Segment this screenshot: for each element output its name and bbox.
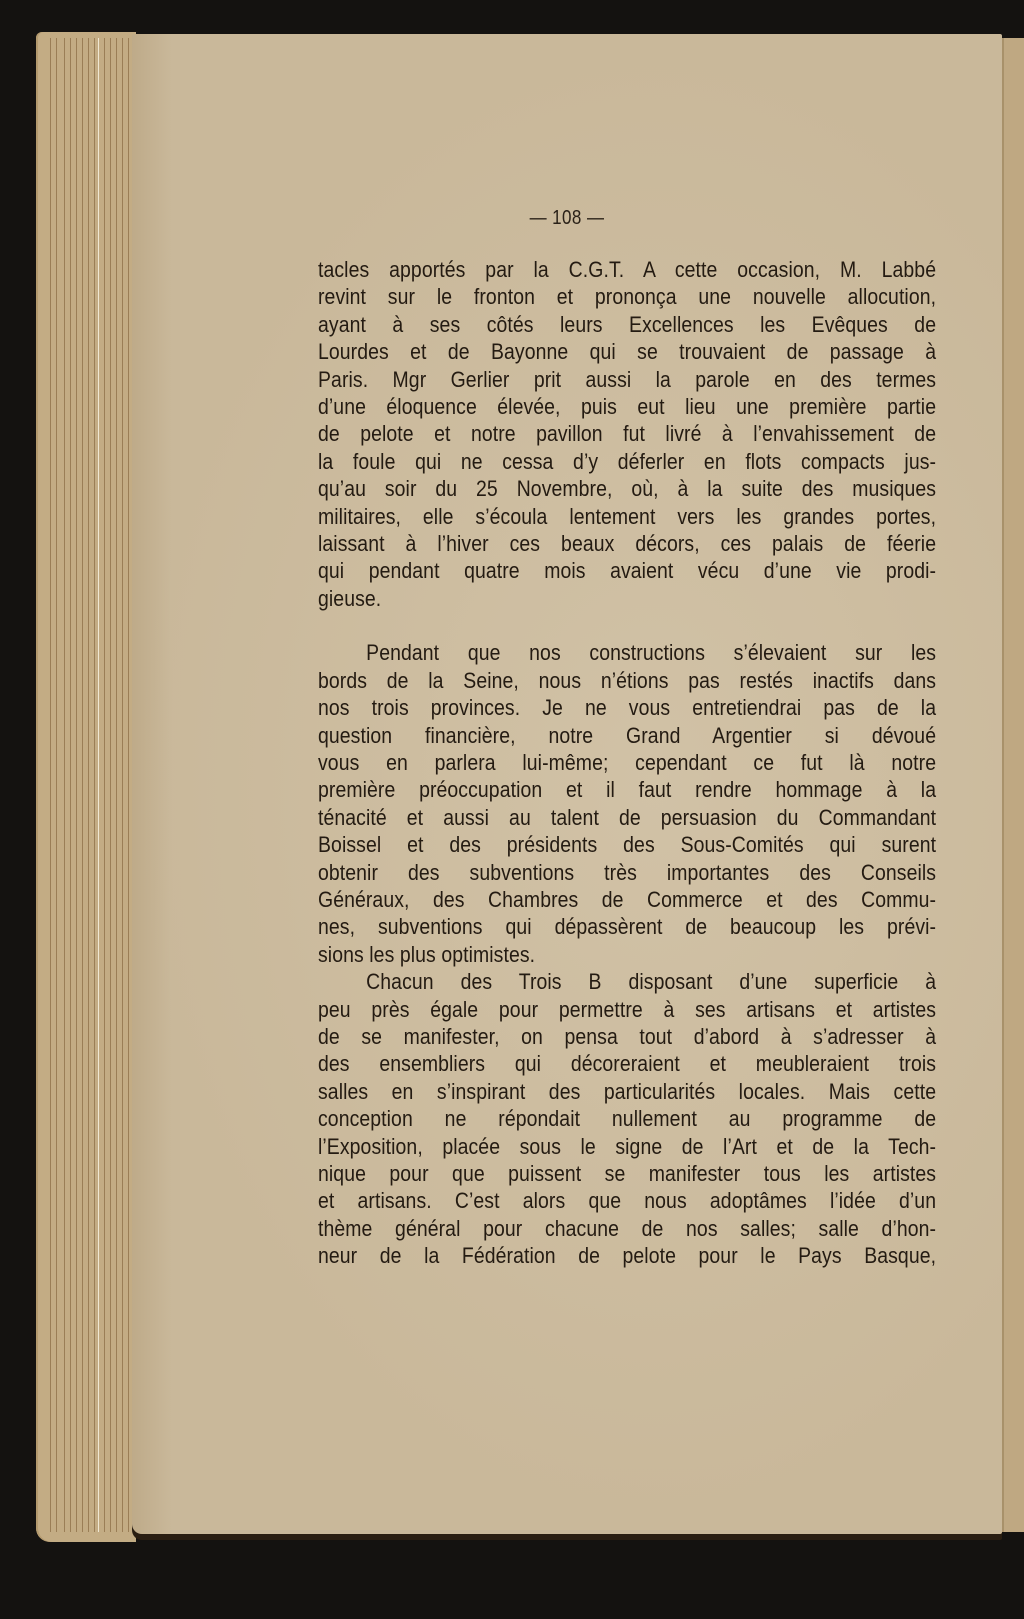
paragraph bbox=[318, 968, 936, 1269]
text-line: de pelote et notre pavillon fut livré à l’envahissement de bbox=[318, 421, 937, 447]
text-line: question financière, notre Grand Argentier si dévoué bbox=[318, 722, 937, 748]
text-line: la foule qui ne cessa d’y déferler en flots compacts jus- bbox=[318, 448, 937, 474]
text-line: bords de la Seine, nous n’étions pas restés inactifs dans bbox=[318, 667, 937, 693]
text-line: nique pour que puissent se manifester tous les artistes bbox=[318, 1161, 937, 1186]
body-text bbox=[318, 256, 936, 1270]
text-line: tacles apportés par la C.G.T. A cette occasion, M. Labbé bbox=[318, 257, 937, 282]
paragraph bbox=[318, 639, 936, 968]
text-line: neur de la Fédération de pelote pour le Pays Basque, bbox=[318, 1243, 937, 1269]
text-line: sions les plus optimistes. bbox=[318, 941, 536, 967]
page-edge bbox=[104, 38, 105, 1532]
text-line: vous en parlera lui-même; cependant ce fut là notre bbox=[318, 749, 937, 775]
text-line: conception ne répondait nullement au programme de bbox=[318, 1106, 937, 1132]
text-line: première préoccupation et il faut rendre hommage à la bbox=[318, 777, 937, 803]
book-page bbox=[132, 34, 1002, 1534]
text-line: nos trois provinces. Je ne vous entretiendrai pas de la bbox=[318, 695, 937, 721]
text-line: l’Exposition, placée sous le signe de l’Art et de la Tech- bbox=[318, 1133, 937, 1159]
text-line: Pendant que nos constructions s’élevaient sur les bbox=[366, 640, 937, 666]
page-edge bbox=[110, 38, 111, 1532]
text-line: Lourdes et de Bayonne qui se trouvaient de passage à bbox=[318, 339, 937, 365]
page-edge bbox=[116, 38, 117, 1532]
page-edge bbox=[128, 38, 129, 1532]
page-edge bbox=[98, 38, 99, 1532]
page-edge bbox=[50, 38, 51, 1532]
paragraph bbox=[318, 256, 936, 612]
text-line: de se manifester, on pensa tout d’abord à s’adresser à bbox=[318, 1023, 937, 1049]
text-line: ayant à ses côtés leurs Excellences les Evêques de bbox=[318, 311, 937, 337]
paragraph-gap bbox=[318, 612, 936, 639]
text-line: Boissel et des présidents des Sous-Comités qui surent bbox=[318, 832, 937, 858]
page-edge bbox=[56, 38, 57, 1532]
text-line: et artisans. C’est alors que nous adoptâmes l’idée d’un bbox=[318, 1188, 937, 1214]
page-edge bbox=[94, 38, 95, 1532]
text-line: obtenir des subventions très importantes des Conseils bbox=[318, 859, 937, 885]
text-line: salles en s’inspirant des particularités locales. Mais cette bbox=[318, 1078, 937, 1104]
text-line: qu’au soir du 25 Novembre, où, à la suite des musiques bbox=[318, 476, 937, 502]
text-line: laissant à l’hiver ces beaux décors, ces palais de féerie bbox=[318, 531, 937, 557]
page-edge bbox=[88, 38, 89, 1532]
facing-page-edge bbox=[1002, 38, 1024, 1532]
text-line: d’une éloquence élevée, puis eut lieu une première partie bbox=[318, 394, 937, 420]
page-edge bbox=[82, 38, 83, 1532]
text-line: thème général pour chacune de nos salles; salle d’hon- bbox=[318, 1215, 937, 1241]
text-line: Chacun des Trois B disposant d’une superficie à bbox=[366, 969, 937, 995]
page-number: — 108 — bbox=[529, 207, 605, 229]
text-line: Généraux, des Chambres de Commerce et des Commu- bbox=[318, 886, 937, 912]
page-stack-edges bbox=[36, 32, 136, 1542]
open-book bbox=[36, 32, 1024, 1586]
text-line: gieuse. bbox=[318, 585, 382, 611]
text-line: militaires, elle s’écoula lentement vers les grandes portes, bbox=[318, 503, 937, 529]
page-edge bbox=[122, 38, 123, 1532]
page-edge bbox=[64, 38, 65, 1532]
text-line: nes, subventions qui dépassèrent de beaucoup les prévi- bbox=[318, 914, 937, 940]
text-line: peu près égale pour permettre à ses artisans et artistes bbox=[318, 996, 937, 1022]
text-line: qui pendant quatre mois avaient vécu d’une vie prodi- bbox=[318, 558, 937, 584]
text-line: des ensembliers qui décoreraient et meubleraient trois bbox=[318, 1051, 937, 1077]
text-line: revint sur le fronton et prononça une nouvelle allocution, bbox=[318, 284, 937, 310]
text-line: Paris. Mgr Gerlier prit aussi la parole en des termes bbox=[318, 366, 937, 392]
text-line: ténacité et aussi au talent de persuasion du Commandant bbox=[318, 804, 937, 830]
page-edge bbox=[70, 38, 71, 1532]
page-edge bbox=[76, 38, 77, 1532]
